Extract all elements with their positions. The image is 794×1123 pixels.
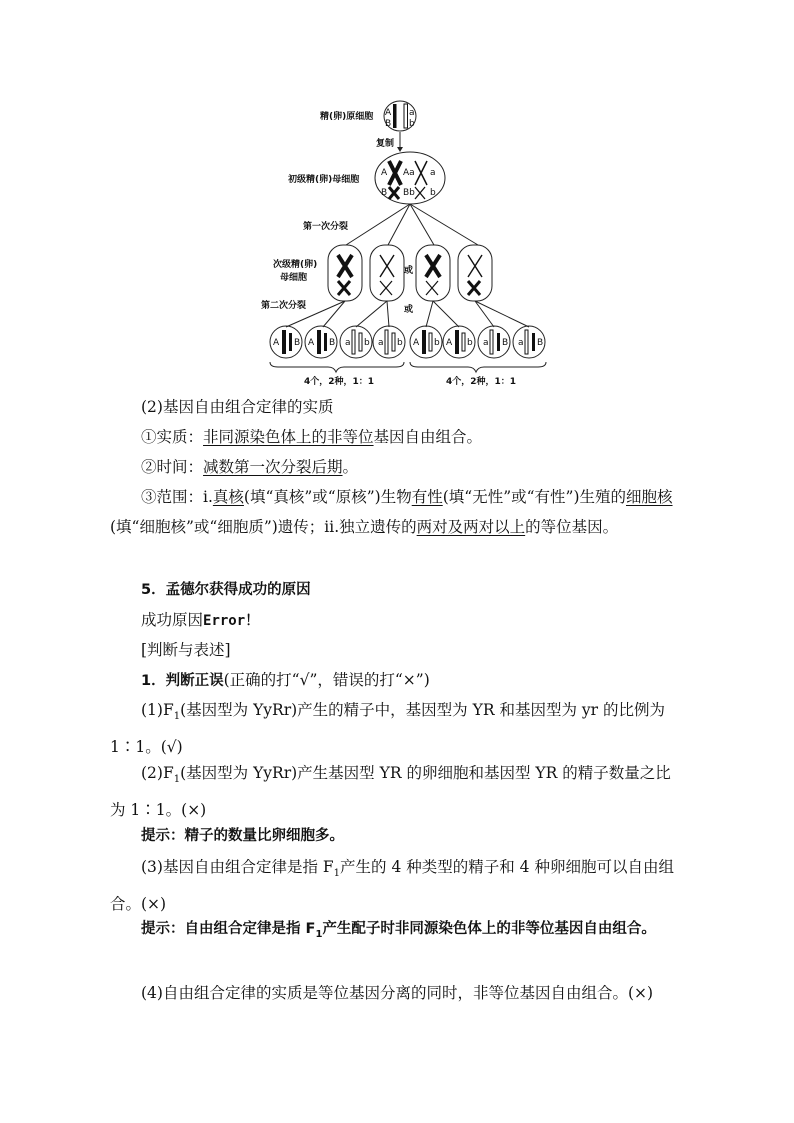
gene-label: B	[294, 338, 301, 348]
chromosome-x	[415, 187, 425, 199]
chromosome-x	[380, 281, 392, 295]
gene-label: A	[413, 338, 420, 348]
gene-label: b	[364, 338, 370, 348]
chromosome-x	[380, 255, 394, 277]
hint-2: 提示：精子的数量比卵细胞多。	[141, 828, 344, 844]
result-right: 4个，2种，1：1	[446, 377, 517, 387]
reason-line: 成功原因Error！	[141, 611, 260, 629]
section2-heading: (2)基因自由组合定律的实质	[141, 398, 334, 416]
chromosome-x	[338, 281, 350, 295]
branch-line	[433, 301, 459, 327]
gene-label: A	[308, 338, 315, 348]
secondary-cell	[416, 245, 450, 301]
gene-label: b	[409, 119, 415, 129]
branch-line	[410, 204, 434, 245]
gene-label: B	[329, 338, 336, 348]
brace-right	[410, 362, 546, 372]
branch-line	[346, 204, 410, 245]
scope-paragraph: ③范围：ⅰ.真核(填“真核”或“原核”)生物有性(填“无性”或“有性”)生殖的细胞核(填“细胞核”或“细胞质”)遗传；ⅱ.独立遗传的两对及两对以上的等位基因。	[110, 488, 673, 536]
result-left: 4个，2种，1：1	[304, 377, 375, 387]
gene-label: A	[385, 108, 392, 118]
section5-heading: 5．孟德尔获得成功的原因	[141, 582, 311, 598]
label-replication: 复制	[376, 139, 395, 149]
arrow-head	[397, 147, 403, 152]
brace-left	[270, 362, 404, 372]
branch-line	[475, 301, 494, 327]
branch-line	[388, 204, 410, 245]
chromosome-x	[468, 255, 482, 277]
branch-line	[426, 301, 433, 327]
gene-label: b	[397, 338, 403, 348]
label-meiosis2: 第二次分裂	[261, 301, 307, 311]
gene-label: b	[434, 338, 440, 348]
label-secondary-2: 母细胞	[280, 273, 308, 283]
gene-label: B	[537, 338, 544, 348]
meiosis-diagram	[258, 95, 558, 387]
branch-line	[475, 301, 529, 327]
branch-line	[356, 301, 387, 327]
chromosome-x	[426, 281, 438, 295]
gene-label: a	[345, 338, 351, 348]
secondary-cell	[458, 245, 492, 301]
gene-label: A	[381, 168, 388, 178]
gene-label: a	[378, 338, 384, 348]
time-line: ②时间：减数第一次分裂后期。	[141, 458, 359, 476]
chromosome-x	[389, 161, 401, 185]
gene-label: a	[483, 338, 489, 348]
gene-label: a	[430, 168, 436, 178]
label-primary-cell: 精(卵)原细胞	[320, 112, 374, 122]
essence-line: ①实质：非同源染色体上的非等位基因自由组合。	[141, 428, 483, 446]
secondary-cell	[370, 245, 404, 301]
question-2: $(2)F_1$(基因型为 YyRr)产生基因型 YR 的卵细胞和基因型 YR 的精子数量之比为 1∶1。(×)	[110, 764, 671, 820]
hint-3: 提示：自由组合定律是指 $F_1$产生配子时非同源染色体上的非等位基因自由组合。	[141, 921, 656, 940]
secondary-cell	[328, 245, 362, 301]
branch-line	[387, 301, 389, 327]
gene-label: a	[518, 338, 524, 348]
chromosome-x	[468, 281, 480, 295]
gene-label: A	[273, 338, 280, 348]
chromosome-x	[415, 161, 427, 185]
label-secondary-1: 次级精(卵)	[273, 260, 318, 270]
gene-label: Bb	[403, 188, 415, 198]
branch-line	[410, 204, 478, 245]
gene-label: B	[381, 188, 388, 198]
gene-label: Aa	[403, 168, 415, 178]
label-primary-oocyte: 初级精(卵)母细胞	[288, 175, 360, 185]
chromosome-x	[338, 255, 352, 277]
gene-label: B	[502, 338, 509, 348]
chromosome-x	[426, 255, 440, 277]
question-4: (4)自由组合定律的实质是等位基因分离的同时，非等位基因自由组合。(×)	[141, 984, 654, 1002]
label-meiosis1: 第一次分裂	[303, 222, 349, 232]
label-or-1: 或	[404, 266, 414, 276]
gene-label: B	[385, 119, 392, 129]
chromosome-x	[389, 187, 399, 199]
gene-label: A	[446, 338, 453, 348]
label-or-2: 或	[404, 305, 414, 315]
gene-label: a	[409, 108, 415, 118]
judge-title: [判断与表述]	[141, 641, 231, 659]
gene-label: b	[430, 188, 436, 198]
gene-label: b	[467, 338, 473, 348]
judge-heading: 1．判断正误(正确的打“√”，错误的打“×”)	[141, 671, 430, 689]
branch-line	[323, 301, 345, 327]
question-3: (3)基因自由组合定律是指 $F_1$产生的 4 种类型的精子和 4 种卵细胞可以自由组合。(×)	[110, 858, 674, 914]
question-1: $(1)F_1$(基因型为 YyRr)产生的精子中，基因型为 YR 和基因型为 yr 的比例为 1∶1。(√)	[110, 701, 665, 757]
chromosome	[404, 104, 408, 128]
chromosome	[393, 104, 397, 128]
